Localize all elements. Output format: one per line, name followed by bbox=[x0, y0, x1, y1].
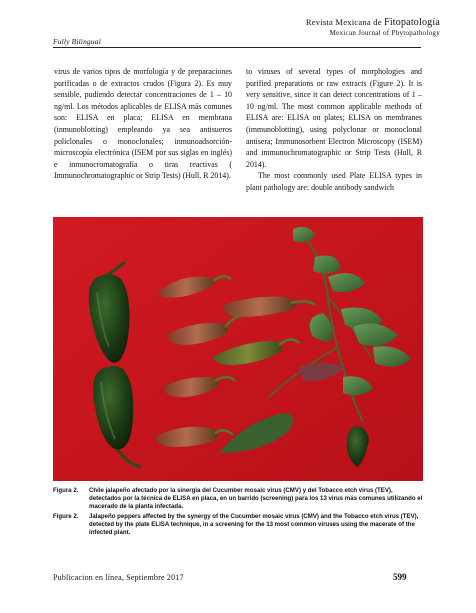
caption-label-en: Figure 2. bbox=[53, 512, 79, 520]
left-column bbox=[54, 66, 232, 182]
journal-title-main: Fitopatología bbox=[384, 17, 440, 28]
right-column-paragraph-2: The most commonly used Plate ELISA types in plant pathology are: double antibody sandwich bbox=[246, 171, 422, 192]
footer-publication-date: Publicacion en línea, Septiembre 2017 bbox=[53, 573, 184, 582]
caption-text-es: Chile jalapeño afectado por la sinergia del Cucumber mosaic virus (CMV) y del Tobacco etch virus (TEV), detectados por la técnica de ELISA en placa, en un barrido (screening) para los 13 virus más comunes utilizando el macerado de la planta infectada. bbox=[89, 487, 423, 511]
caption-english bbox=[53, 513, 423, 538]
caption-text-en: Jalapeño peppers affected by the synergy of the Cucumber mosaic virus (CMV) and the Tobacco etch virus (TEV), detected by the plate ELISA technique, in a screening for the 13 most common viruses using the macerate of the infected plant. bbox=[89, 512, 419, 537]
header-rule bbox=[53, 47, 421, 48]
page-number: 599 bbox=[393, 572, 407, 582]
left-column-paragraph: virus de varios tipos de morfología y de preparaciones purificadas o de extractos crudos (Figura 2). Es muy sensible, pudiendo detectar concentraciones de 1 – 10 ng/ml. Los métodos aplicables de ELISA más comunes son: ELISA en placa; ELISA en membrana (inmunoblotting) empleando ya sea antisueros policlonales o monoclonales; inmunoadsorción-microscopía electrónica (ISEM por sus siglas en inglés) e inmunocromatografía o tiras reactivas ( Immunochromatographic or Strip Tests) (Hull, R 2014). bbox=[54, 67, 232, 181]
running-head-author: Fully Bilingual bbox=[53, 37, 101, 46]
figure-caption bbox=[53, 487, 423, 538]
right-column-paragraph-1: to viruses of several types of morphologies and purified preparations or raw extracts (Figure 2). It is very sensitive, since it can detect concentrations of 1 – 10 ng/ml. The most common applicable methods of ELISA are: ELISA on plates; ELISA on membranes (immunoblotting), using polyclonar or monoclonal antisera; Immunosorbent Electron Microscopy (ISEM) and immunochromatographic or Strip Tests (Hull, R 2014). bbox=[246, 67, 422, 169]
caption-spanish bbox=[53, 487, 423, 512]
journal-title-es bbox=[306, 17, 440, 28]
caption-label-es: Figura 2. bbox=[53, 487, 79, 494]
right-column bbox=[246, 66, 422, 194]
pepper-photo-illustration bbox=[53, 217, 423, 481]
figure-photo bbox=[53, 217, 423, 481]
journal-header bbox=[306, 17, 440, 37]
journal-title-en: Mexican Journal of Phytopathology bbox=[329, 29, 440, 37]
journal-title-prefix: Revista Mexicana de bbox=[305, 17, 385, 27]
